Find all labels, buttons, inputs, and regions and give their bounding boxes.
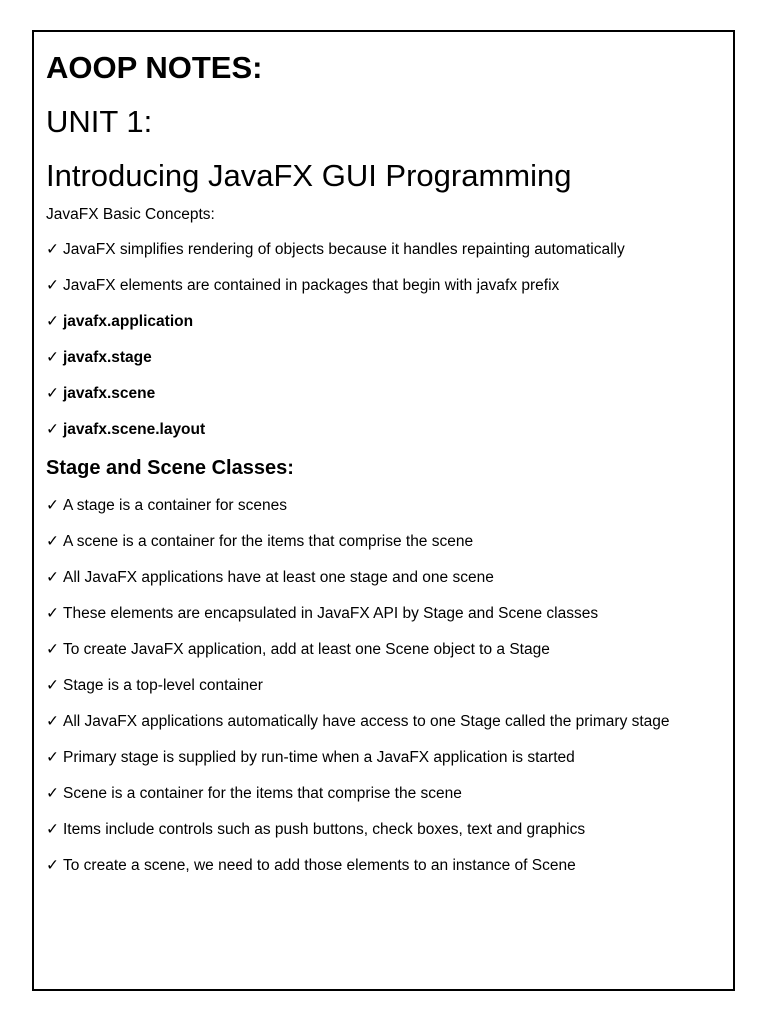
stage-scene-item (46, 639, 711, 661)
package-name: javafx.scene (63, 385, 156, 402)
notes-title: AOOP NOTES: (46, 50, 263, 85)
stage-scene-item (46, 603, 711, 625)
topic-title: Introducing JavaFX GUI Programming (46, 158, 572, 193)
item-text: These elements are encapsulated in JavaFX API by Stage and Scene classes (63, 605, 599, 622)
check-icon: ✓ (46, 569, 59, 586)
stage-scene-item (46, 675, 711, 697)
check-icon: ✓ (46, 857, 59, 874)
item-text: To create JavaFX application, add at least one Scene object to a Stage (63, 641, 550, 658)
check-icon: ✓ (46, 497, 59, 514)
check-icon: ✓ (46, 785, 59, 802)
package-item (46, 311, 711, 333)
concept-text: JavaFX elements are contained in packages that begin with javafx prefix (63, 277, 560, 294)
concept-item (46, 239, 711, 261)
check-icon: ✓ (46, 713, 59, 730)
item-text: All JavaFX applications automatically have access to one Stage called the primary stage (63, 713, 670, 730)
stage-scene-item (46, 819, 711, 841)
notes-content (46, 48, 711, 891)
item-text: Items include controls such as push buttons, check boxes, text and graphics (63, 821, 586, 838)
check-icon: ✓ (46, 749, 59, 766)
stage-scene-item (46, 855, 711, 877)
item-text: Scene is a container for the items that comprise the scene (63, 785, 462, 802)
stage-scene-heading: Stage and Scene Classes: (46, 457, 294, 479)
stage-scene-item (46, 495, 711, 517)
check-icon: ✓ (46, 641, 59, 658)
unit-title: UNIT 1: (46, 104, 153, 139)
package-name: javafx.application (63, 313, 194, 330)
check-icon: ✓ (46, 421, 59, 438)
stage-scene-item (46, 747, 711, 769)
concept-text: JavaFX simplifies rendering of objects because it handles repainting automatically (63, 241, 625, 258)
stage-scene-item (46, 567, 711, 589)
item-text: Stage is a top-level container (63, 677, 263, 694)
package-item (46, 347, 711, 369)
item-text: A scene is a container for the items that comprise the scene (63, 533, 474, 550)
check-icon: ✓ (46, 277, 59, 294)
item-text: To create a scene, we need to add those elements to an instance of Scene (63, 857, 576, 874)
check-icon: ✓ (46, 349, 59, 366)
item-text: Primary stage is supplied by run-time when a JavaFX application is started (63, 749, 575, 766)
basic-concepts-heading: JavaFX Basic Concepts: (46, 206, 215, 223)
stage-scene-item (46, 711, 711, 733)
item-text: All JavaFX applications have at least one stage and one scene (63, 569, 494, 586)
concept-item (46, 275, 711, 297)
check-icon: ✓ (46, 533, 59, 550)
stage-scene-item (46, 783, 711, 805)
check-icon: ✓ (46, 241, 59, 258)
package-name: javafx.scene.layout (63, 421, 206, 438)
package-item (46, 419, 711, 441)
package-item (46, 383, 711, 405)
check-icon: ✓ (46, 605, 59, 622)
check-icon: ✓ (46, 313, 59, 330)
package-name: javafx.stage (63, 349, 152, 366)
check-icon: ✓ (46, 385, 59, 402)
check-icon: ✓ (46, 677, 59, 694)
stage-scene-item (46, 531, 711, 553)
check-icon: ✓ (46, 821, 59, 838)
item-text: A stage is a container for scenes (63, 497, 288, 514)
